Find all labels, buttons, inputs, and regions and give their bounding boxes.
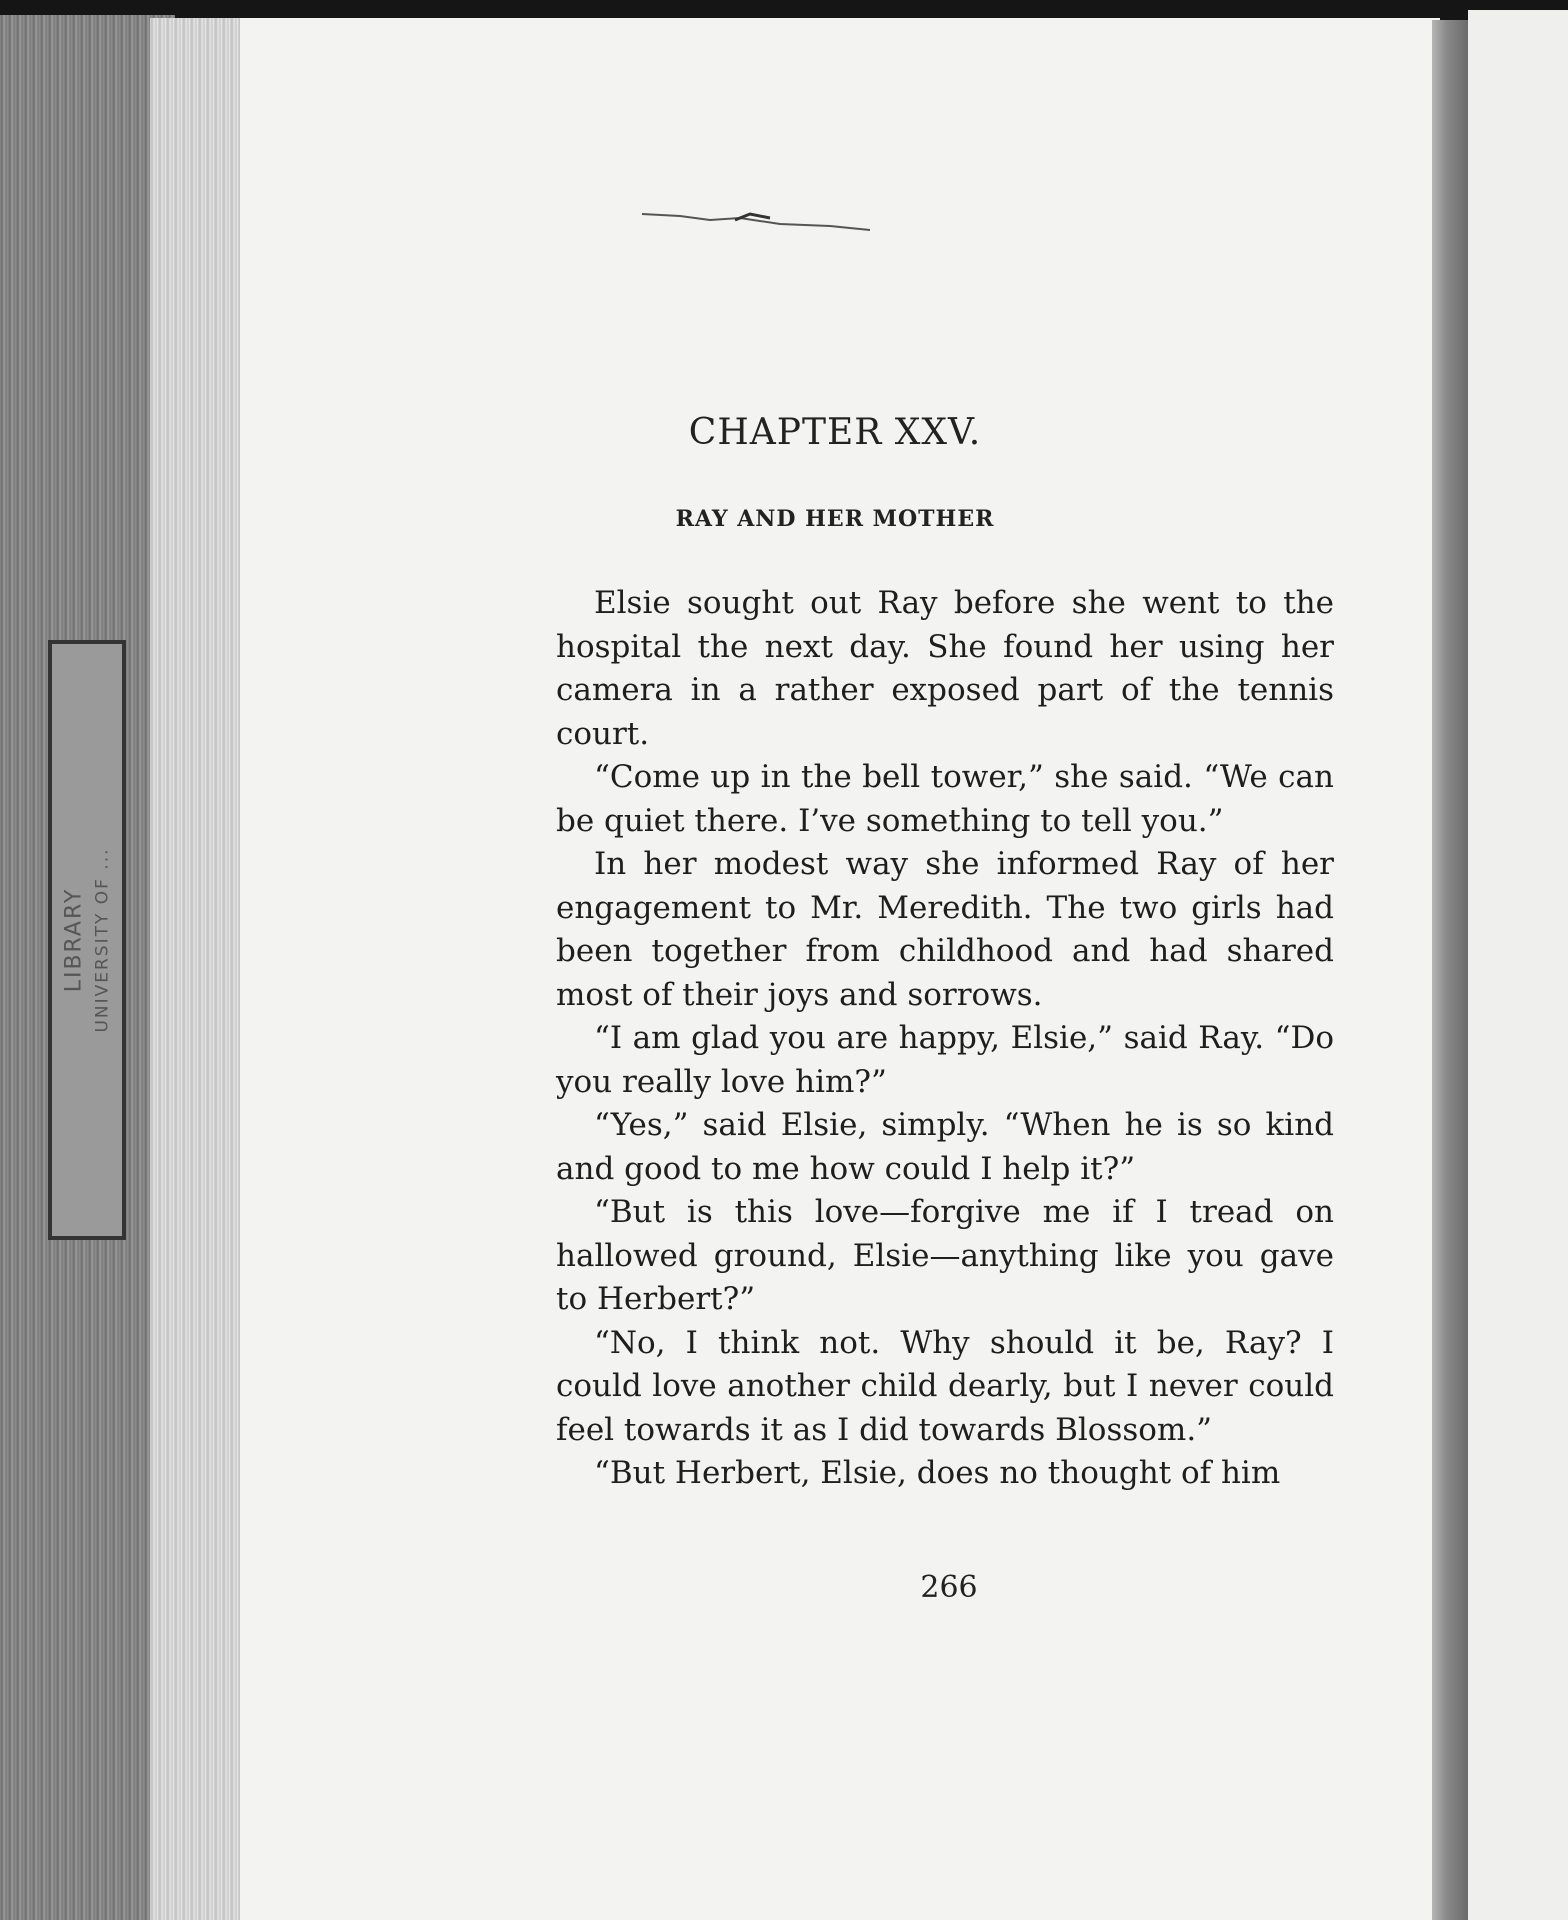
- top-shadow: [0, 0, 1568, 20]
- paragraph: “But Herbert, Elsie, does no thought of him: [594, 1455, 1281, 1491]
- body-text: [556, 582, 1334, 1496]
- page-number: 266: [920, 1570, 978, 1605]
- chapter-title: CHAPTER XXV.: [688, 412, 982, 453]
- library-label-text: [62, 847, 113, 1032]
- paragraph: “I am glad you are happy, Elsie,” said Ray. “Do you really love him?”: [556, 1020, 1334, 1100]
- paragraph: “But is this love—forgive me if I tread on hallowed ground, Elsie—anything like you gave to Herbert?”: [556, 1194, 1334, 1317]
- chapter-subtitle: RAY AND HER MOTHER: [675, 506, 995, 532]
- facing-page: [1468, 10, 1568, 1920]
- paragraph: “Come up in the bell tower,” she said. “We can be quiet there. I’ve something to tell you.”: [556, 759, 1334, 839]
- library-label-line2: UNIVERSITY OF ...: [92, 847, 113, 1033]
- library-label-line1: LIBRARY: [61, 887, 87, 993]
- pencil-mark: [640, 208, 880, 232]
- paragraph: In her modest way she informed Ray of her engagement to Mr. Meredith. The two girls had been together from childhood and had shared most of their joys and sorrows.: [556, 846, 1334, 1013]
- paragraph: “Yes,” said Elsie, simply. “When he is so kind and good to me how could I help it?”: [556, 1107, 1334, 1187]
- library-label: [48, 640, 126, 1240]
- book-gutter: [1432, 20, 1468, 1920]
- paragraph: “No, I think not. Why should it be, Ray? I could love another child dearly, but I never could feel towards it as I did towards Blossom.”: [556, 1324, 1334, 1448]
- paragraph: Elsie sought out Ray before she went to the hospital the next day. She found her using her camera in a rather exposed part of the tennis court.: [556, 585, 1334, 752]
